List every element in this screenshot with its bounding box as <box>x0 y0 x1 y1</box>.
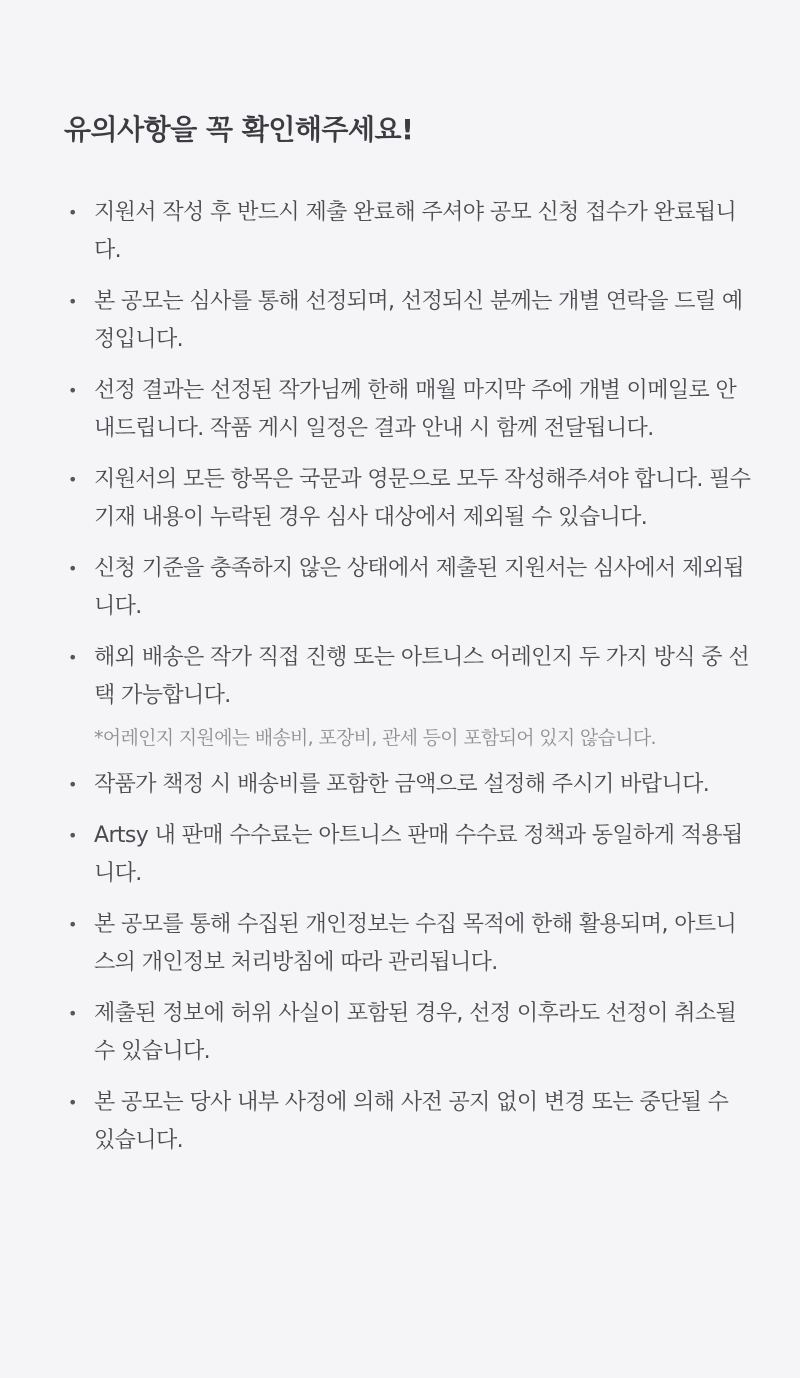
bullet-icon: • <box>68 1004 77 1023</box>
notice-text: Artsy 내 판매 수수료는 아트니스 판매 수수료 정책과 동일하게 적용됩니다. <box>94 823 743 886</box>
bullet-icon: • <box>68 915 77 934</box>
list-item <box>64 766 752 804</box>
notice-text: 신청 기준을 충족하지 않은 상태에서 제출된 지원서는 심사에서 제외됩니다. <box>94 556 745 619</box>
list-item <box>64 817 752 893</box>
list-item <box>64 461 752 537</box>
bullet-icon: • <box>68 826 77 845</box>
notice-text: 본 공모는 당사 내부 사정에 의해 사전 공지 없이 변경 또는 중단될 수 있습니다. <box>94 1090 729 1153</box>
notice-text: 제출된 정보에 허위 사실이 포함된 경우, 선정 이후라도 선정이 취소될 수 있습니다. <box>94 1001 737 1064</box>
bullet-icon: • <box>68 381 77 400</box>
bullet-icon: • <box>68 203 77 222</box>
page-title: 유의사항을 꼭 확인해주세요! <box>64 113 414 146</box>
list-item <box>64 283 752 359</box>
list-item <box>64 1084 752 1160</box>
bullet-icon: • <box>68 292 77 311</box>
list-item <box>64 906 752 982</box>
notice-text: 본 공모를 통해 수집된 개인정보는 수집 목적에 한해 활용되며, 아트니스의 개인정보 처리방침에 따라 관리됩니다. <box>94 912 737 975</box>
notice-text: 해외 배송은 작가 직접 진행 또는 아트니스 어레인지 두 가지 방식 중 선택 가능합니다. <box>94 645 749 708</box>
bullet-icon: • <box>68 775 77 794</box>
bullet-icon: • <box>68 470 77 489</box>
list-item <box>64 550 752 626</box>
notice-text: 지원서의 모든 항목은 국문과 영문으로 모두 작성해주셔야 합니다. 필수 기재 내용이 누락된 경우 심사 대상에서 제외될 수 있습니다. <box>94 467 751 530</box>
notice-text: 작품가 책정 시 배송비를 포함한 금액으로 설정해 주시기 바랍니다. <box>94 772 710 797</box>
list-item <box>64 995 752 1071</box>
list-item <box>64 372 752 448</box>
notice-text: 선정 결과는 선정된 작가님께 한해 매월 마지막 주에 개별 이메일로 안내드립니다. 작품 게시 일정은 결과 안내 시 함께 전달됩니다. <box>94 378 737 441</box>
bullet-icon: • <box>68 1093 77 1112</box>
bullet-icon: • <box>68 648 77 667</box>
list-item <box>64 194 752 270</box>
notice-text: 지원서 작성 후 반드시 제출 완료해 주셔야 공모 신청 접수가 완료됩니다. <box>94 200 737 263</box>
notice-text: 본 공모는 심사를 통해 선정되며, 선정되신 분께는 개별 연락을 드릴 예정입니다. <box>94 289 743 352</box>
shipping-note: *어레인지 지원에는 배송비, 포장비, 관세 등이 포함되어 있지 않습니다. <box>94 727 656 749</box>
list-item <box>64 639 752 753</box>
notice-list <box>64 194 752 1160</box>
bullet-icon: • <box>68 559 77 578</box>
